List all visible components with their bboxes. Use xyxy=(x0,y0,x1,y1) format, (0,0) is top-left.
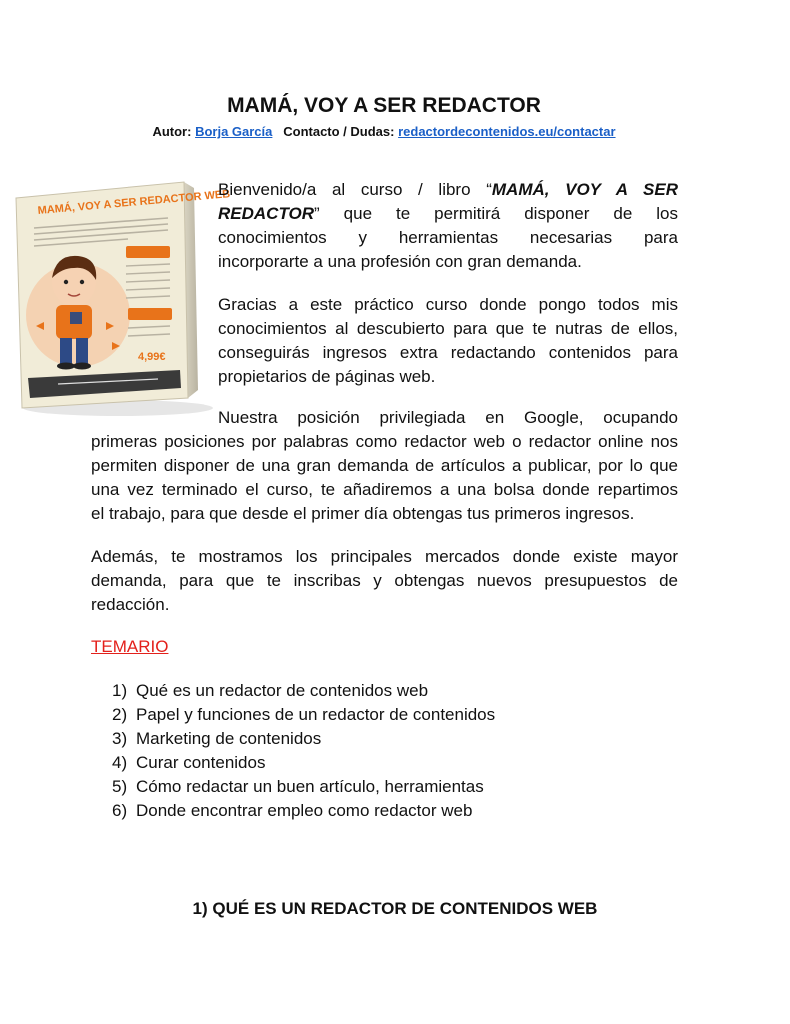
intro-line-4: incorporarte a una profesión con gran demanda. xyxy=(218,252,582,271)
list-item-text: Donde encontrar empleo como redactor web xyxy=(136,801,473,820)
author-label: Autor: xyxy=(152,124,192,139)
list-item xyxy=(112,679,495,703)
document-title: MAMÁ, VOY A SER REDACTOR xyxy=(227,94,541,117)
author-line xyxy=(0,124,768,139)
body1-line-1 xyxy=(91,406,678,430)
body2-line-2: demanda, para que te inscribas y obtengas nuevos presupuestos de xyxy=(91,571,678,590)
list-item-number: 1) xyxy=(112,681,128,700)
section-title: QUÉ ES UN REDACTOR DE CONTENIDOS WEB xyxy=(212,899,598,918)
list-item xyxy=(112,703,495,727)
intro2-line-4: propietarios de páginas web. xyxy=(218,367,436,386)
list-item xyxy=(112,775,495,799)
intro-line-1 xyxy=(218,178,678,202)
body1-line-5: el trabajo, para que desde el primer día obtengas tus primeros ingresos. xyxy=(91,504,635,523)
intro-line-2 xyxy=(218,202,678,226)
body2-line-3: redacción. xyxy=(91,595,170,614)
intro-line-2-text: ” que te permitirá disponer de los xyxy=(314,204,678,223)
body1-line-3: permiten disponer de una gran demanda de artículos a publicar, por lo que xyxy=(91,456,678,475)
list-item-text: Curar contenidos xyxy=(136,753,266,772)
intro2-line-1: Gracias a este práctico curso donde pongo todos mis xyxy=(218,295,678,314)
temario-heading: TEMARIO xyxy=(91,637,169,656)
list-item xyxy=(112,799,495,823)
list-item-text: Papel y funciones de un redactor de contenidos xyxy=(136,705,496,724)
intro2-line-2: conocimientos al descubierto para que te nutras de ellos, xyxy=(218,319,678,338)
intro2-line-3: conseguirás ingresos extra redactando contenidos para xyxy=(218,343,678,362)
section-number: 1) xyxy=(192,899,208,918)
list-item-text: Cómo redactar un buen artículo, herramientas xyxy=(136,777,484,796)
book-cover-title: MAMÁ, VOY A SER REDACTOR WEB xyxy=(37,188,231,217)
list-item-number: 4) xyxy=(112,753,128,772)
list-item xyxy=(112,751,495,775)
contact-link[interactable]: redactordecontenidos.eu/contactar xyxy=(398,124,616,139)
section-heading xyxy=(0,899,790,919)
course-title-emphasis: MAMÁ, VOY A SER xyxy=(491,180,678,199)
temario-list xyxy=(112,679,495,823)
list-item-number: 5) xyxy=(112,777,128,796)
book-cover-image xyxy=(8,170,231,418)
intro-paragraph-1 xyxy=(218,178,678,274)
list-item-number: 2) xyxy=(112,705,128,724)
body1-line-2: primeras posiciones por palabras como redactor web o redactor online nos xyxy=(91,432,678,451)
intro-line-1-text: Bienvenido/a al curso / libro “ xyxy=(218,180,492,199)
author-link[interactable]: Borja García xyxy=(195,124,273,139)
book-cover-price: 4,99€ xyxy=(138,351,166,363)
list-item-text: Qué es un redactor de contenidos web xyxy=(136,681,429,700)
body-paragraph-2 xyxy=(91,545,678,617)
body2-line-1: Además, te mostramos los principales mercados donde existe mayor xyxy=(91,547,678,566)
list-item-number: 3) xyxy=(112,729,128,748)
list-item xyxy=(112,727,495,751)
intro-line-3: conocimientos y herramientas necesarias para xyxy=(218,228,678,247)
body1-line-4: una vez terminado el curso, te añadiremos a una bolsa donde repartimos xyxy=(91,480,678,499)
intro-paragraph-2 xyxy=(218,293,678,389)
list-item-text: Marketing de contenidos xyxy=(136,729,322,748)
body-paragraph-1 xyxy=(91,406,678,526)
course-title-emphasis-cont: REDACTOR xyxy=(218,204,315,223)
list-item-number: 6) xyxy=(112,801,128,820)
body1-line-1-text: Nuestra posición privilegiada en Google, ocupando xyxy=(218,408,678,427)
contact-label: Contacto / Dudas: xyxy=(283,124,395,139)
